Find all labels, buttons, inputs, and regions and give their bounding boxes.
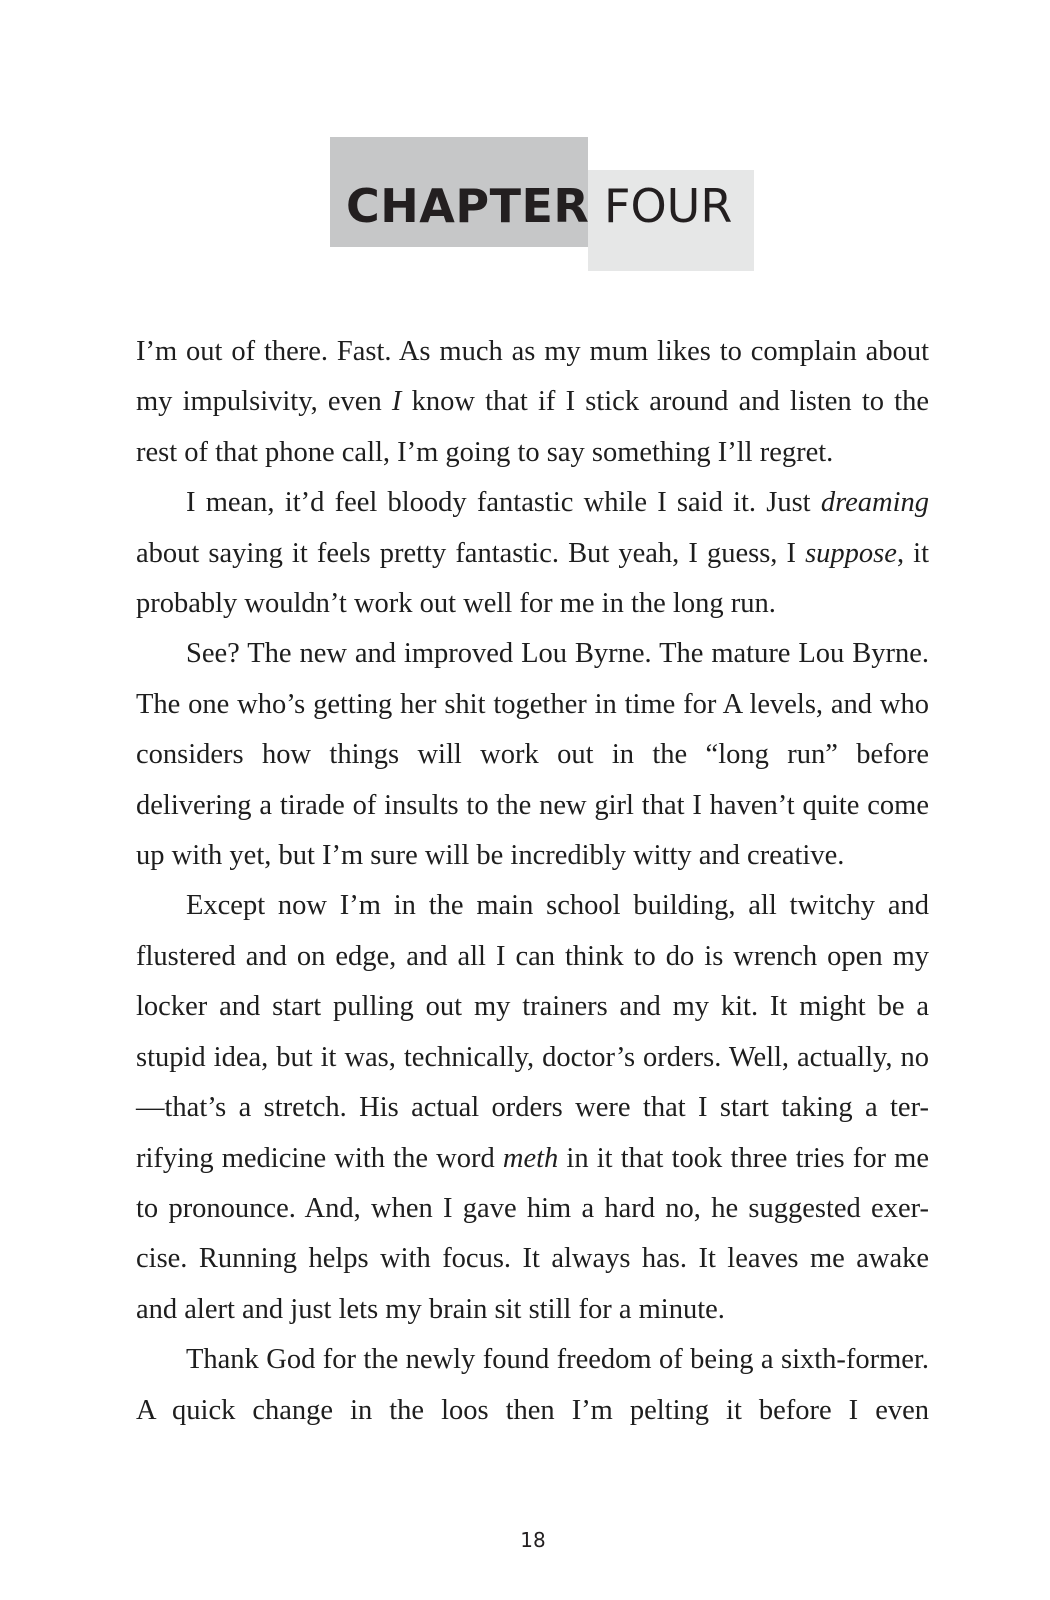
paragraph: [136, 881, 929, 1335]
paragraph: [136, 1335, 929, 1436]
text-run: about saying it feels pretty fantastic. But yeah, I guess, I: [136, 537, 806, 569]
text-run: , it probably wouldn’t work out well for me in the long run.: [136, 537, 929, 620]
body-text: [136, 327, 929, 1436]
text-run: know that if I stick around and listen to the rest of that phone call, I’m going to say something I’ll regret.: [136, 386, 929, 468]
italic-text: I: [391, 386, 402, 418]
text-run: Except now I’m in the main school building, all twitchy and flustered and on edge, and all I can think to do is wrench open my locker and start pulling out my trainers and my kit. It might be a stupid idea, but it was, technically, doctor’s orders. Well, actually, no—that’s a stretch. His actual orders were that I start taking a ter-rifying medicine with the word: [136, 890, 929, 1174]
chapter-number: FOUR: [604, 179, 733, 233]
text-run: I mean, it’d feel bloody fantastic while I said it. Just: [186, 487, 821, 519]
text-run: in it that took three tries for me to pronounce. And, when I gave him a hard no, he suggested exer-cise. Running helps with focus. It always has. It leaves me awake and alert and just lets my brain sit still for a minute.: [136, 1142, 929, 1325]
page-number: 18: [520, 1528, 546, 1552]
text-run: I’m out of there. Fast. As much as my mum likes to complain about my impulsivity, even: [136, 336, 929, 418]
text-run: Thank God for the newly found freedom of being a sixth-former. A quick change in the loos then I’m pelting it before I even: [136, 1344, 929, 1426]
paragraph: [136, 629, 929, 881]
text-run: See? The new and improved Lou Byrne. The mature Lou Byrne. The one who’s getting her shit together in time for A levels, and who considers how things will work out in the “long run” before delivering a tirade of insults to the new girl that I haven’t quite come up with yet, but I’m sure will be incredibly witty and creative.: [136, 638, 929, 872]
italic-text: meth: [502, 1142, 559, 1174]
paragraph: [136, 478, 929, 629]
paragraph: [136, 327, 929, 478]
chapter-heading: [0, 0, 1050, 300]
chapter-word: CHAPTER: [346, 179, 590, 233]
italic-text: suppose: [805, 537, 897, 569]
italic-text: dreaming: [820, 487, 929, 519]
